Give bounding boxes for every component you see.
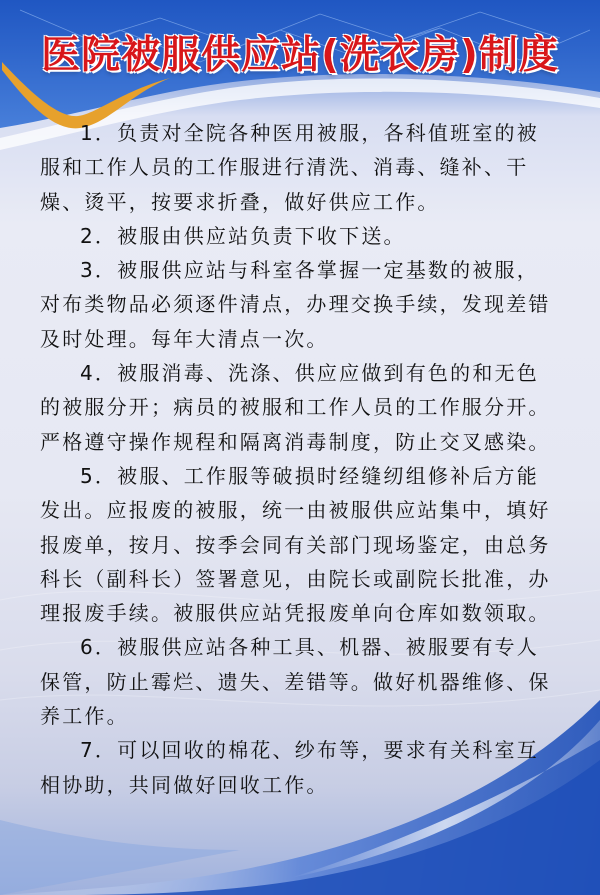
page-title: 医院被服供应站(洗衣房)制度	[41, 33, 559, 78]
regulation-item-3: 3．被服供应站与科室各掌握一定基数的被服，对布类物品必须逐件清点，办理交换手续，发现差错及时处理。每年大清点一次。	[40, 258, 551, 351]
regulation-item-4: 4．被服消毒、洗涤、供应应做到有色的和无色的被服分开；病员的被服和工作人员的工作服分开。严格遵守操作规程和隔离消毒制度，防止交叉感染。	[40, 361, 551, 454]
regulation-item-7: 7．可以回收的棉花、纱布等，要求有关科室互相协助，共同做好回收工作。	[40, 738, 539, 797]
regulation-item-2: 2．被服由供应站负责下收下送。	[80, 223, 406, 248]
regulation-item-5: 5．被服、工作服等破损时经缝纫组修补后方能发出。应报废的被服，统一由被服供应站集中，填好报废单，按月、按季会同有关部门现场鉴定，由总务科长（副科长）签署意见，由院长或副院长批准，办理报废手续。被服供应站凭报废单向仓库如数领取。	[40, 463, 551, 626]
regulation-body	[40, 116, 560, 802]
regulation-item-1: 1．负责对全院各种医用被服，各科值班室的被服和工作人员的工作服进行清洗、消毒、缝补、干燥、烫平，按要求折叠，做好供应工作。	[40, 121, 539, 214]
regulation-item-6: 6．被服供应站各种工具、机器、被服要有专人保管，防止霉烂、遗失、差错等。做好机器维修、保养工作。	[40, 635, 551, 729]
